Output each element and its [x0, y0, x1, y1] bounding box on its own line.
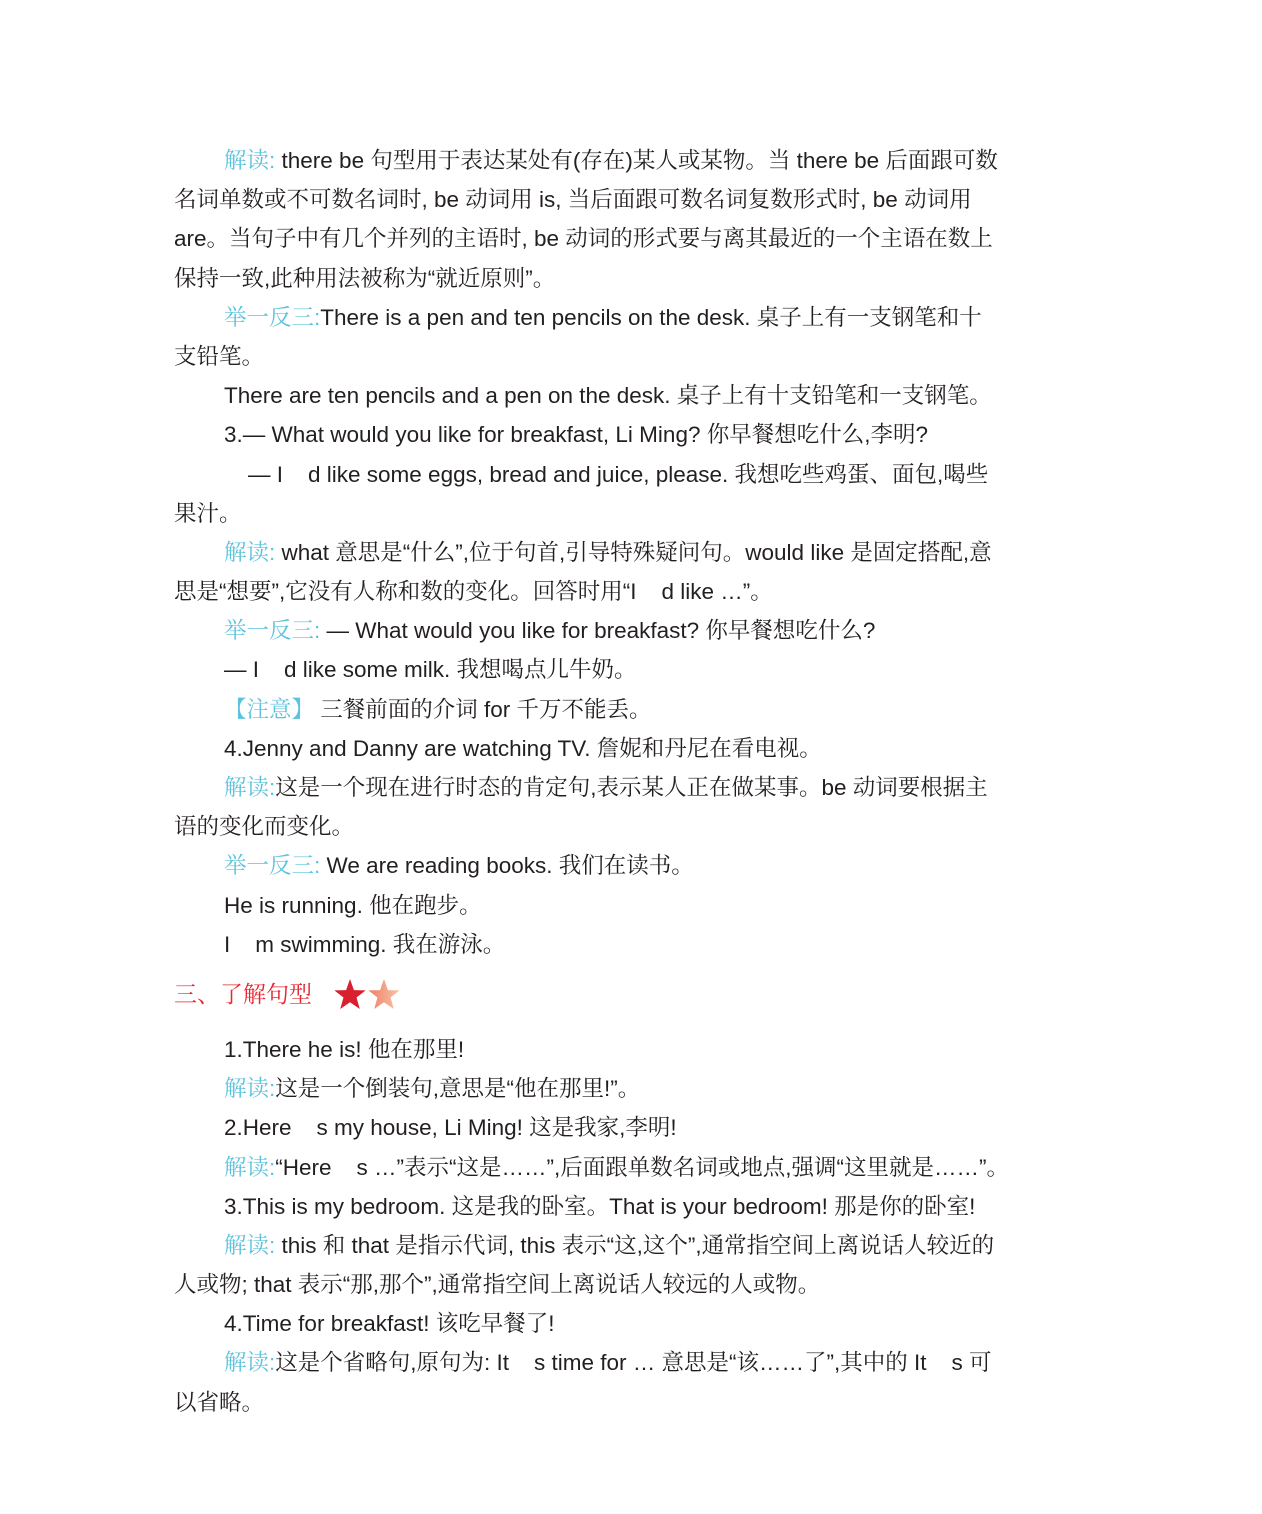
section-sentence-patterns: [174, 1030, 1094, 1422]
line-text: 这是一个现在进行时态的肯定句,表示某人正在做某事。be 动词要根据主: [275, 775, 988, 800]
text-line: [174, 1304, 1094, 1343]
line-text: 思是“想要”,它没有人称和数的变化。回答时用“I d like …”。: [174, 579, 773, 605]
line-text: 4.Jenny and Danny are watching TV. 詹妮和丹尼在看电视。: [224, 735, 822, 761]
document-page: [174, 141, 1094, 1422]
annotation-label: 解读:: [224, 539, 276, 565]
line-text: — What would you like for breakfast? 你早餐想吃什么?: [320, 618, 876, 644]
line-text: He is running. 他在跑步。: [224, 892, 482, 918]
text-line: [174, 180, 1094, 219]
text-line: [174, 376, 1094, 415]
text-line: [174, 611, 1094, 650]
text-line: [174, 219, 1094, 258]
text-line: [174, 729, 1094, 768]
line-text: 以省略。: [174, 1389, 265, 1415]
annotation-label: 举一反三:: [224, 853, 321, 879]
text-line: [174, 141, 1094, 180]
line-text: 这是个省略句,原句为: It s time for … 意思是“该……了”,其中的 It s 可: [275, 1350, 992, 1376]
line-text: 语的变化而变化。: [174, 814, 355, 840]
text-line: [174, 1148, 1094, 1187]
heading-text: 三、了解句型: [174, 980, 312, 1007]
line-text: We are reading books. 我们在读书。: [320, 853, 694, 879]
line-text: there be 句型用于表达某处有(存在)某人或某物。当 there be 后面跟可数: [275, 148, 998, 173]
text-line: [174, 690, 1094, 729]
text-line: [174, 768, 1094, 807]
annotation-label: 举一反三:: [224, 304, 321, 330]
line-text: 3.— What would you like for breakfast, Li Ming? 你早餐想吃什么,李明?: [224, 422, 928, 448]
text-line: [174, 1108, 1094, 1147]
line-text: 名词单数或不可数名词时, be 动词用 is, 当后面跟可数名词复数形式时, be 动词用: [174, 187, 972, 213]
line-text: are。当句子中有几个并列的主语时, be 动词的形式要与离其最近的一个主语在数上: [174, 226, 993, 252]
line-text: 支铅笔。: [174, 343, 265, 369]
line-text: 4.Time for breakfast! 该吃早餐了!: [224, 1311, 555, 1337]
text-line: [174, 925, 1094, 964]
line-text: — I d like some eggs, bread and juice, please. 我想吃些鸡蛋、面包,喝些: [248, 461, 989, 487]
annotation-label: 解读:: [224, 1232, 276, 1258]
star-icon: [368, 979, 400, 1009]
text-line: [174, 1383, 1094, 1422]
text-line: [174, 533, 1094, 572]
text-line: [174, 494, 1094, 533]
text-line: [174, 650, 1094, 689]
star-rating: [334, 979, 400, 1009]
text-line: [174, 415, 1094, 454]
annotation-label: 举一反三:: [224, 618, 321, 644]
annotation-label: 解读:: [224, 148, 276, 173]
line-text: There is a pen and ten pencils on the desk. 桌子上有一支钢笔和十: [320, 304, 982, 330]
text-line: [174, 1187, 1094, 1226]
text-line: [174, 1069, 1094, 1108]
text-line: [174, 846, 1094, 885]
section-sentences: [174, 141, 1094, 964]
annotation-label: 解读:: [224, 1350, 276, 1376]
line-text: what 意思是“什么”,位于句首,引导特殊疑问句。would like 是固定搭配,意: [275, 539, 992, 565]
text-line: [174, 1030, 1094, 1069]
annotation-label: 解读:: [224, 775, 276, 800]
line-text: — I d like some milk. 我想喝点儿牛奶。: [224, 657, 637, 683]
line-text: “Here s …”表示“这是……”,后面跟单数名词或地点,强调“这里就是……”。: [275, 1154, 1009, 1180]
text-line: [174, 1265, 1094, 1304]
text-line: [174, 886, 1094, 925]
line-text: 3.This is my bedroom. 这是我的卧室。That is your bedroom! 那是你的卧室!: [224, 1193, 976, 1219]
line-text: 三餐前面的介词 for 千万不能丢。: [314, 696, 652, 722]
line-text: this 和 that 是指示代词, this 表示“这,这个”,通常指空间上离说话人较近的: [275, 1232, 995, 1258]
section-heading: [174, 974, 1094, 1014]
text-line: [174, 259, 1094, 298]
text-line: [174, 455, 1094, 494]
annotation-label: 解读:: [224, 1154, 276, 1180]
text-line: [174, 572, 1094, 611]
line-text: I m swimming. 我在游泳。: [224, 931, 506, 957]
line-text: There are ten pencils and a pen on the desk. 桌子上有十支铅笔和一支钢笔。: [224, 383, 992, 409]
line-text: 1.There he is! 他在那里!: [224, 1036, 465, 1062]
line-text: 这是一个倒装句,意思是“他在那里!”。: [275, 1076, 641, 1102]
line-text: 2.Here s my house, Li Ming! 这是我家,李明!: [224, 1115, 677, 1141]
line-text: 人或物; that 表示“那,那个”,通常指空间上离说话人较远的人或物。: [174, 1272, 821, 1298]
text-line: [174, 1226, 1094, 1265]
text-line: [174, 298, 1094, 337]
text-line: [174, 1343, 1094, 1382]
annotation-label: 解读:: [224, 1076, 276, 1102]
line-text: 果汁。: [174, 500, 242, 526]
star-icon: [334, 979, 366, 1009]
text-line: [174, 337, 1094, 376]
annotation-label: 【注意】: [224, 696, 315, 722]
text-line: [174, 807, 1094, 846]
line-text: 保持一致,此种用法被称为“就近原则”。: [174, 265, 556, 291]
